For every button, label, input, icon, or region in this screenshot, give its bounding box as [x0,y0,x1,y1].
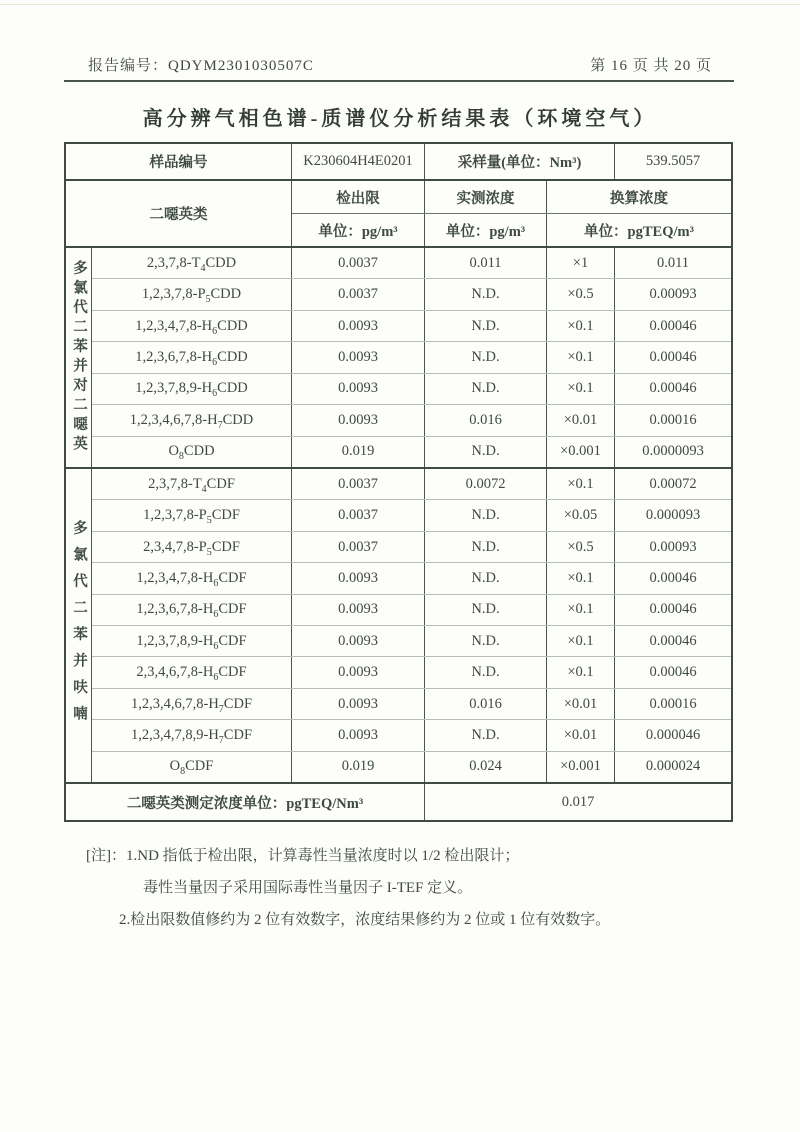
compound-name [131,727,252,744]
note-line-3: 2.检出限数值修约为 2 位有效数字，浓度结果修约为 2 位或 1 位有效数字。 [119,912,611,928]
converted-value-cell: 0.000093 [645,507,701,524]
compound-name-cell [92,752,292,782]
compound-name-prefix: O [168,443,179,460]
compound-name-suffix: CDF [185,758,214,775]
table-row [92,688,731,719]
detection-limit-cell: 0.0093 [292,311,425,341]
converted-value-cell: 0.00046 [649,664,697,681]
detection-limit-cell: 0.0093 [292,720,425,750]
measured-value-cell: N.D. [425,595,547,625]
compound-name-suffix: CDD [217,317,248,334]
table-row [92,499,731,530]
report-number-value: QDYM2301030507C [168,58,314,74]
compound-name [135,349,248,366]
compound-name-cell [92,374,292,404]
compound-name-subscript: 8 [178,451,184,463]
measured-header: 实测浓度 [425,181,547,213]
compound-name [136,601,247,621]
detection-limit-cell: 0.0093 [292,689,425,719]
measured-value-cell: N.D. [425,342,547,372]
converted-value-cell: 0.00093 [649,538,697,555]
compound-name-prefix: O [169,758,181,775]
tef-factor-cell: ×0.01 [547,720,615,750]
detection-limit-cell: 0.0093 [292,626,425,656]
column-header-stack [292,181,731,246]
table-row [92,594,731,625]
measured-value-cell: 0.024 [425,752,547,782]
converted-value-cell: 0.00046 [649,601,697,618]
compound-name-prefix: 1,2,3,4,7,8-H [135,317,213,334]
converted-value-cell: 0.00093 [649,286,697,303]
compound-name-subscript: 6 [212,388,218,400]
compound-name-prefix: 1,2,3,7,8-P [141,286,206,303]
compound-name [136,664,247,684]
converted-value-cell: 0.000046 [645,726,701,743]
table-row [92,373,731,404]
compound-name-cell [92,500,292,530]
compound-name-cell [92,595,292,625]
table-row [92,310,731,341]
compound-name-suffix: CDD [217,380,248,397]
compound-name [169,758,214,778]
compound-name-suffix: CDF [218,632,247,649]
compound-name-subscript: 6 [212,325,218,337]
converted-value-cell: 0.00046 [649,632,697,649]
detection-limit-cell: 0.0093 [292,563,425,593]
compound-name-cell [92,405,292,435]
compound-name-subscript: 7 [217,419,223,431]
compound-name-suffix: CDF [218,601,247,618]
results-table [64,142,733,822]
compound-name-cell [92,469,292,499]
compound-name-cell [92,311,292,341]
compound-name-cell [92,279,292,309]
compound-name-prefix: 1,2,3,7,8-P [143,507,207,524]
tef-factor-cell: ×0.5 [547,532,615,562]
sample-info-row [66,144,731,181]
compound-name [147,255,236,272]
compound-name-suffix: CDF [218,664,247,681]
tef-factor-cell: ×0.1 [547,311,615,341]
table-row [92,625,731,656]
teq-total-row [66,782,731,820]
table-row [92,656,731,687]
measured-value-cell: N.D. [425,311,547,341]
document-title: 高分辨气相色谱-质谱仪分析结果表（环境空气） [142,108,658,130]
compound-name-prefix: 1,2,3,4,6,7,8-H [129,411,218,428]
compound-name [135,318,248,335]
note-text-1: 1.ND 指低于检出限，计算毒性当量浓度时以 1/2 检出限计； [126,848,520,864]
compound-name-subscript: 5 [206,546,212,558]
detection-limit-cell: 0.0037 [292,469,425,499]
compound-name-suffix: CDF [211,507,240,524]
converted-value-cell: 0.00016 [649,411,697,428]
detection-limit-cell: 0.0093 [292,342,425,372]
pcdd-group-label: 多氯代二苯并对二噁英 [66,248,92,467]
tef-factor-cell: ×0.05 [547,500,615,530]
compound-name-suffix: CDD [205,254,237,271]
compound-name-subscript: 7 [218,703,224,715]
tef-factor-cell: ×0.5 [547,279,615,309]
measured-value-cell: N.D. [425,720,547,750]
page-header [88,54,712,75]
detection-limit-cell: 0.0093 [292,405,425,435]
measured-value-cell: N.D. [425,374,547,404]
compound-name-suffix: CDF [211,538,240,555]
detection-limit-header: 检出限 [292,181,425,213]
table-row [92,278,731,309]
page-indicator: 第 16 页 共 20 页 [590,58,712,74]
detection-limit-cell: 0.0037 [292,500,425,530]
measured-unit: 单位：pg/m³ [425,214,547,246]
table-row [92,751,731,782]
detection-limit-cell: 0.019 [292,752,425,782]
detection-limit-cell: 0.0093 [292,595,425,625]
compound-name [135,380,248,400]
compound-name-subscript: 6 [213,577,219,589]
compound-name [148,476,235,493]
converted-value-cell: 0.000024 [645,758,701,775]
detection-limit-cell: 0.0037 [292,532,425,562]
compound-name-subscript: 4 [201,483,207,495]
converted-value-cell: 0.00046 [649,348,697,365]
compound-name-suffix: CDD [217,348,248,365]
compound-name [141,286,242,306]
compound-name-cell [92,626,292,656]
compound-name [131,696,252,713]
measured-value-cell: N.D. [425,500,547,530]
measured-value-cell: N.D. [425,626,547,656]
compound-name-prefix: 1,2,3,6,7,8-H [136,601,214,618]
report-number [88,54,314,75]
measured-value-cell: N.D. [425,279,547,309]
table-row [92,562,731,593]
compound-name-cell [92,342,292,372]
converted-value-cell: 0.011 [656,254,690,271]
compound-name [136,570,246,587]
compound-name-prefix: 1,2,3,7,8,9-H [136,632,214,649]
compound-name-prefix: 1,2,3,4,7,8,9-H [130,726,219,743]
compound-name-suffix: CDF [218,569,247,586]
tef-factor-cell: ×0.1 [547,563,615,593]
measured-value-cell: 0.016 [425,405,547,435]
detection-limit-cell: 0.019 [292,437,425,467]
converted-value-cell: 0.0000093 [642,443,704,460]
measured-value-cell: N.D. [425,657,547,687]
compound-name-prefix: 2,3,7,8-T [148,475,202,492]
tef-factor-cell: ×0.1 [547,595,615,625]
tef-factor-cell: ×0.1 [547,626,615,656]
compound-name [143,507,240,524]
compound-name [130,412,253,429]
pcdf-group-label: 多氯代二苯并呋喃 [66,469,92,782]
compound-name-cell [92,437,292,467]
compound-name-subscript: 8 [180,766,186,778]
compound-name-subscript: 6 [213,640,219,652]
teq-total-label: 二噁英类测定浓度单位：pgTEQ/Nm³ [66,784,425,820]
pcdf-group [66,467,731,782]
compound-name-cell [92,248,292,278]
converted-value-cell: 0.00072 [649,475,697,492]
tef-factor-cell: ×0.01 [547,689,615,719]
compound-name-cell [92,657,292,687]
compound-name [136,633,246,650]
tef-factor-cell: ×0.1 [547,374,615,404]
converted-unit: 单位：pgTEQ/m³ [584,223,694,240]
sample-id-label: 样品编号 [66,144,292,179]
report-number-label: 报告编号： [88,58,169,74]
measured-value-cell: N.D. [425,437,547,467]
compound-name-prefix: 2,3,4,6,7,8-H [136,664,214,681]
compound-name-prefix: 1,2,3,6,7,8-H [135,348,213,365]
compound-name-suffix: CDD [183,443,215,460]
compound-name-prefix: 2,3,4,7,8-P [143,538,207,555]
tef-factor-cell: ×1 [547,248,615,278]
compound-name-prefix: 1,2,3,4,7,8-H [136,569,214,586]
compound-name-prefix: 1,2,3,4,6,7,8-H [130,695,219,712]
compound-name-subscript: 6 [212,356,218,368]
table-row [92,531,731,562]
column-unit-row [292,214,731,246]
compound-name-suffix: CDD [210,286,242,303]
pcdf-rows [92,469,731,782]
tef-factor-cell: ×0.1 [547,469,615,499]
compound-name-subscript: 6 [213,672,219,684]
compound-name-prefix: 1,2,3,7,8,9-H [135,380,213,397]
pcdd-rows [92,248,731,467]
column-header-rows [66,181,731,248]
compound-name-prefix: 2,3,7,8-T [146,254,201,271]
compound-name [143,539,240,556]
compound-name-cell [92,532,292,562]
detection-limit-cell: 0.0093 [292,374,425,404]
sample-volume-value: 539.5057 [645,153,701,169]
compound-name-suffix: CDF [206,475,235,492]
measured-value-cell: 0.011 [425,248,547,278]
converted-header: 换算浓度 [610,190,668,207]
compound-name-subscript: 7 [218,734,224,746]
compound-name [168,443,215,463]
table-row [92,248,731,278]
compound-name-subscript: 6 [213,609,219,621]
tef-factor-cell: ×0.001 [547,752,615,782]
sample-id-value: K230604H4E0201 [292,144,425,179]
compound-name-suffix: CDF [223,695,253,712]
detection-limit-cell: 0.0037 [292,279,425,309]
note-line-2: 毒性当量因子采用国际毒性当量因子 I-TEF 定义。 [143,880,473,896]
compound-name-cell [92,563,292,593]
header-rule [64,80,734,82]
tef-factor-cell: ×0.1 [547,342,615,372]
tef-factor-cell: ×0.1 [547,657,615,687]
table-row [92,469,731,499]
compound-name-cell [92,720,292,750]
note-line-1 [86,840,726,872]
tef-factor-cell: ×0.01 [547,405,615,435]
pcdd-group [66,248,731,467]
column-title-row [292,181,731,214]
table-row [92,404,731,435]
measured-value-cell: N.D. [425,532,547,562]
tef-factor-cell: ×0.001 [547,437,615,467]
measured-value-cell: 0.016 [425,689,547,719]
note-label: [注]： [86,848,126,864]
compound-name-subscript: 5 [205,294,211,306]
compound-name-cell [92,689,292,719]
detection-limit-unit: 单位：pg/m³ [292,214,425,246]
analyte-class-header: 二噁英类 [66,181,292,246]
compound-name-suffix: CDF [223,726,253,743]
converted-value-cell: 0.00046 [649,317,697,334]
measured-value-cell: 0.0072 [425,469,547,499]
table-row [92,719,731,750]
table-row [92,341,731,372]
converted-value-cell: 0.00016 [649,695,697,712]
detection-limit-cell: 0.0037 [292,248,425,278]
sample-volume-label: 采样量(单位：Nm³) [425,144,615,179]
notes-block [86,840,726,936]
measured-value-cell: N.D. [425,563,547,593]
detection-limit-cell: 0.0093 [292,657,425,687]
compound-name-subscript: 4 [200,262,206,274]
compound-name-subscript: 5 [206,515,212,526]
compound-name-suffix: CDD [222,411,254,428]
teq-total-value: 0.017 [561,793,595,810]
converted-value-cell: 0.00046 [649,569,697,586]
converted-value-cell: 0.00046 [649,380,697,397]
table-row [92,436,731,467]
scan-edge-line [0,4,800,5]
